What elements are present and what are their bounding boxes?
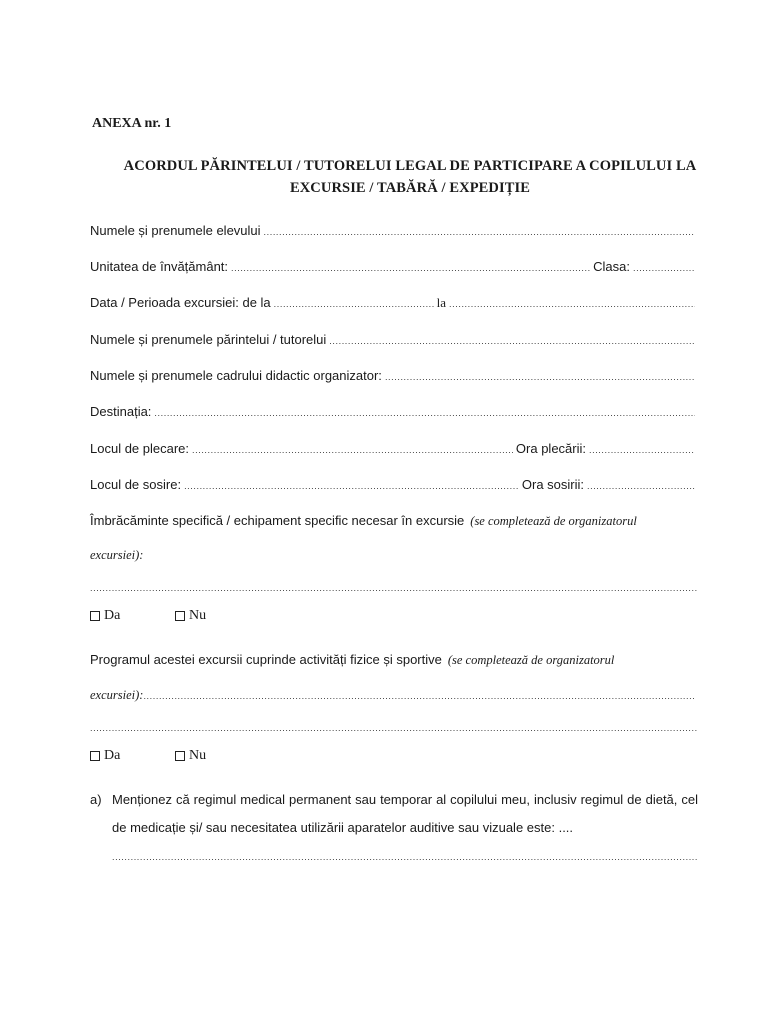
teacher-name-label: Numele și prenumele cadrului didactic organizator: bbox=[90, 368, 382, 383]
document-title-line2: EXCURSIE / TABĂRĂ / EXPEDIȚIE bbox=[289, 180, 531, 196]
parent-name-blank[interactable] bbox=[329, 336, 695, 346]
clothing-question bbox=[90, 513, 698, 529]
student-name-field[interactable] bbox=[90, 223, 698, 238]
student-name-label: Numele și prenumele elevului bbox=[90, 223, 261, 238]
program-yes-checkbox[interactable] bbox=[90, 751, 100, 761]
departure-place-blank[interactable] bbox=[192, 445, 513, 455]
medical-paragraph: Menționez că regimul medical permanent sau temporar al copilului meu, inclusiv regimul de dietă, cel de medicație și/ sau necesitatea utilizării aparatelor auditive sau vizuale este: .... bbox=[112, 792, 698, 835]
program-note-cont: excursiei): bbox=[90, 688, 144, 702]
student-name-blank[interactable] bbox=[264, 227, 695, 237]
clothing-no-option[interactable] bbox=[175, 608, 206, 624]
clothing-yes-label: Da bbox=[104, 608, 121, 623]
program-text: Programul acestei excursii cuprinde activități fizice și sportive bbox=[90, 652, 442, 667]
clothing-note-cont-line bbox=[90, 548, 698, 563]
document-title-line1: ACORDUL PĂRINTELUI / TUTORELUI LEGAL DE PARTICIPARE A COPILULUI LA bbox=[123, 158, 697, 174]
program-yes-label: Da bbox=[104, 748, 121, 763]
clothing-note-cont: excursiei): bbox=[90, 548, 144, 562]
departure-field[interactable] bbox=[90, 441, 698, 456]
departure-place-label: Locul de plecare: bbox=[90, 441, 190, 456]
clothing-yes-option[interactable] bbox=[90, 608, 120, 624]
program-note-cont-line[interactable] bbox=[90, 688, 698, 703]
school-unit-label: Unitatea de învățământ: bbox=[90, 259, 229, 274]
program-no-option[interactable] bbox=[175, 748, 206, 764]
destination-label: Destinația: bbox=[90, 404, 152, 419]
program-question bbox=[90, 652, 698, 668]
arrival-time-blank[interactable] bbox=[587, 481, 695, 491]
arrival-place-blank[interactable] bbox=[184, 481, 519, 491]
medical-marker: a) bbox=[90, 792, 102, 807]
program-blank-2[interactable] bbox=[90, 723, 698, 733]
teacher-name-field[interactable] bbox=[90, 368, 698, 383]
arrival-field[interactable] bbox=[90, 477, 698, 492]
program-yes-option[interactable] bbox=[90, 748, 120, 764]
period-to-label: la bbox=[436, 295, 447, 310]
parent-name-field[interactable] bbox=[90, 332, 698, 347]
period-from-blank[interactable] bbox=[274, 299, 434, 309]
arrival-place-label: Locul de sosire: bbox=[90, 477, 182, 492]
medical-blank-line[interactable] bbox=[112, 852, 698, 862]
destination-blank[interactable] bbox=[154, 408, 695, 418]
clothing-blank[interactable] bbox=[90, 583, 698, 593]
annex-label: ANEXA nr. 1 bbox=[92, 116, 172, 131]
school-unit-field[interactable] bbox=[90, 259, 698, 274]
clothing-no-checkbox[interactable] bbox=[175, 611, 185, 621]
medical-blank[interactable] bbox=[112, 852, 698, 862]
period-field[interactable] bbox=[90, 295, 698, 311]
period-to-blank[interactable] bbox=[449, 299, 695, 309]
clothing-blank-line[interactable] bbox=[90, 583, 698, 593]
parent-name-label: Numele și prenumele părintelui / tutorelui bbox=[90, 332, 327, 347]
arrival-time-label: Ora sosirii: bbox=[521, 477, 584, 492]
clothing-yes-checkbox[interactable] bbox=[90, 611, 100, 621]
departure-time-label: Ora plecării: bbox=[515, 441, 586, 456]
program-blank-1[interactable] bbox=[143, 691, 695, 701]
teacher-name-blank[interactable] bbox=[385, 372, 695, 382]
clothing-no-label: Nu bbox=[189, 608, 207, 623]
class-blank[interactable] bbox=[633, 263, 695, 273]
school-unit-blank[interactable] bbox=[231, 263, 590, 273]
period-from-label: Data / Perioada excursiei: de la bbox=[90, 295, 271, 310]
class-label: Clasa: bbox=[593, 259, 630, 274]
clothing-text: Îmbrăcăminte specifică / echipament specific necesar în excursie bbox=[90, 513, 465, 528]
destination-field[interactable] bbox=[90, 404, 698, 419]
program-blank-line[interactable] bbox=[90, 723, 698, 733]
program-no-label: Nu bbox=[189, 748, 207, 763]
program-note: (se completează de organizatorul bbox=[447, 653, 615, 667]
program-no-checkbox[interactable] bbox=[175, 751, 185, 761]
departure-time-blank[interactable] bbox=[589, 445, 695, 455]
clothing-note: (se completează de organizatorul bbox=[470, 514, 637, 528]
